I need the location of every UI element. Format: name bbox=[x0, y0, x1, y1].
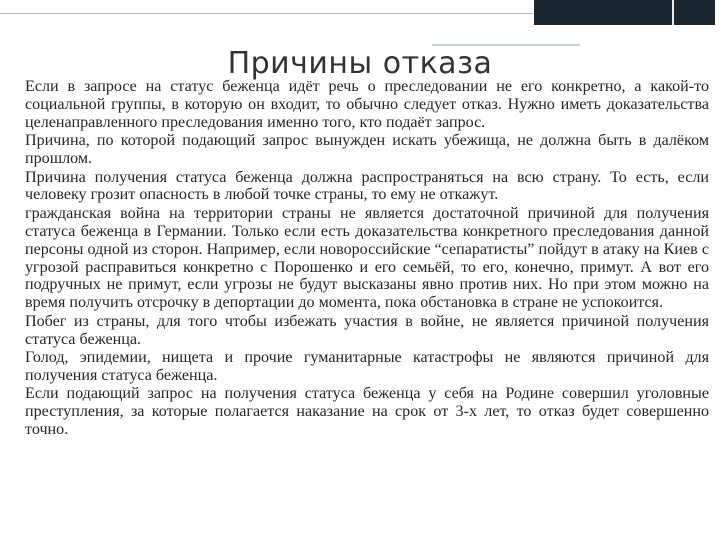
paragraph-criminal: Если подающий запрос на получения статуса беженца у себя на Родине совершил уголовные преступления, за которые полагается наказание на срок от 3-х лет, то отказ будет совершенно точно. bbox=[25, 385, 709, 439]
paragraph-draft-evasion: Побег из страны, для того чтобы избежать участия в войне, не является причиной получения статуса беженца. bbox=[25, 312, 709, 348]
paragraph-distant-past: Причина, по которой подающий запрос вынужден искать убежища, не должна быть в далёком прошлом. bbox=[25, 132, 709, 168]
paragraph-civil-war: гражданская война на территории страны не является достаточной причиной для получения статуса беженца в Германии. Только если есть доказательства конкретного преследования данной персоны одной из сторон. Например, если новороссийские “сепаратисты” пойдут в атаку на Киев с угрозой расправиться конкретно с Порошенко и его семьёй, то его, конечно, примут. А вот его подручных не примут, если угрозы не будут высказаны явно против них. Но при этом можно на время получить отсрочку в депортации до момента, пока обстановка в стране не успокоится. bbox=[25, 204, 709, 312]
header-bar bbox=[534, 0, 715, 25]
slide-title: Причины отказа bbox=[227, 46, 493, 81]
header-bar-stripe bbox=[672, 0, 674, 25]
paragraph-group-persecution: Если в запросе на статус беженца идёт речь о преследовании не его конкретно, а какой-то социальной группы, в которую он входит, то обычно следует отказ. Нужно иметь доказательства целенаправленного преследования именно того, кто подаёт запрос. bbox=[25, 78, 709, 131]
slide-body bbox=[25, 78, 709, 440]
paragraph-humanitarian: Голод, эпидемии, нищета и прочие гуманитарные катастрофы не являются причиной для получения статуса беженца. bbox=[25, 349, 709, 384]
header-rule bbox=[0, 13, 533, 14]
paragraph-whole-country: Причина получения статуса беженца должна распространяться на всю страну. То есть, если человеку грозит опасность в любой точке страны, то ему не откажут. bbox=[25, 168, 709, 204]
